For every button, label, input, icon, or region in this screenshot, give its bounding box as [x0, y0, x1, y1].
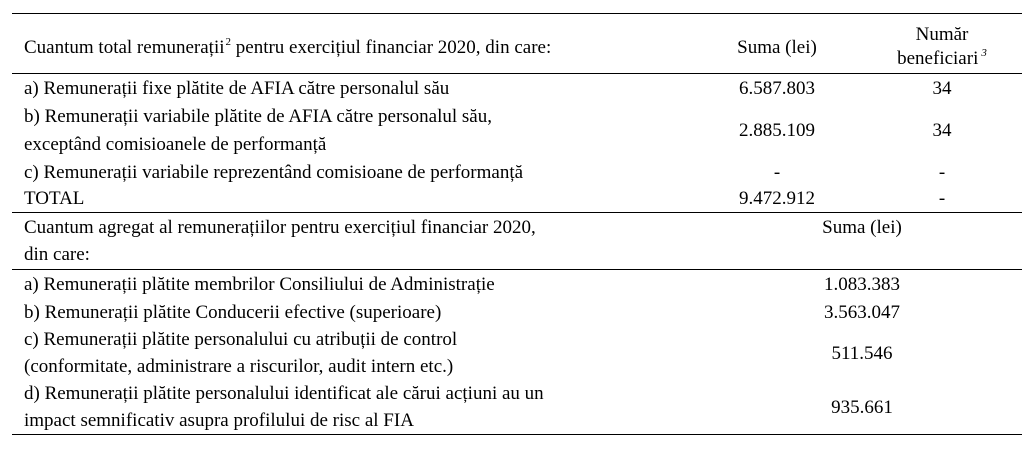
table2-row-a-label: a) Remunerații plătite membrilor Consiliului de Administrație [24, 274, 495, 295]
table1-row-a-sum: 6.587.803 [739, 78, 815, 99]
table-bottom-rule [12, 434, 1022, 435]
table2-row-c-sum: 511.546 [831, 343, 893, 364]
table2-header-rule [12, 269, 1022, 270]
table2-row-b-sum: 3.563.047 [824, 302, 900, 323]
table2-row-b-label: b) Remunerații plătite Conducerii efective (superioare) [24, 302, 442, 323]
table1-header-beneficiaries-text: beneficiari [897, 48, 979, 69]
table1-header-label-text: Cuantum total remunerații [24, 37, 225, 58]
table1-row-c-beneficiaries: - [938, 162, 946, 183]
table2-row-c-label-line1: c) Remunerații plătite personalului cu atribuții de control [24, 329, 458, 350]
table2-row-a-sum: 1.083.383 [824, 274, 900, 295]
table1-row-b-label-line1: b) Remunerații variabile plătite de AFIA către personalul său, [24, 106, 492, 127]
table1-row-b-beneficiaries: 34 [932, 120, 952, 141]
table-top-rule [12, 13, 1022, 14]
footnote-2-marker: 2 [225, 36, 232, 48]
table1-header-rule [12, 73, 1022, 74]
table2-row-d-label-line2: impact semnificativ asupra profilului de risc al FIA [24, 410, 414, 431]
table2-row-d-sum: 935.661 [831, 397, 893, 418]
table1-row-a-beneficiaries: 34 [932, 78, 952, 99]
table2-header-label-line1: Cuantum agregat al remunerațiilor pentru exercițiul financiar 2020, [24, 217, 536, 238]
table2-row-c-label-line2: (conformitate, administrare a riscurilor, audit intern etc.) [24, 356, 454, 377]
table1-row-b-label-line2: exceptând comisioanele de performanță [24, 134, 327, 155]
table1-row-b-sum: 2.885.109 [739, 120, 815, 141]
table1-header-label-suffix: pentru exercițiul financiar 2020, din care: [231, 37, 552, 58]
table1-row-c-sum: - [773, 162, 781, 183]
table1-header-beneficiaries-line1: Număr [915, 24, 969, 45]
footnote-3-marker: 3 [981, 47, 987, 59]
table1-header-beneficiaries-line2 [872, 47, 1012, 73]
table1-total-sum: 9.472.912 [739, 188, 815, 209]
table2-row-d-label-line1: d) Remunerații plătite personalului identificat ale cărui acțiuni au un [24, 383, 544, 404]
table1-row-c-label: c) Remunerații variabile reprezentând comisioane de performanță [24, 162, 524, 183]
table2-header-label-line2: din care: [24, 244, 90, 265]
table1-bottom-rule [12, 212, 1022, 213]
table1-header-sum: Suma (lei) [737, 37, 817, 58]
table1-header-label [24, 36, 551, 62]
table2-header-sum: Suma (lei) [822, 217, 902, 238]
table1-total-label: TOTAL [24, 188, 85, 209]
table1-total-beneficiaries: - [938, 188, 946, 209]
table1-row-a-label: a) Remunerații fixe plătite de AFIA către personalul său [24, 78, 450, 99]
